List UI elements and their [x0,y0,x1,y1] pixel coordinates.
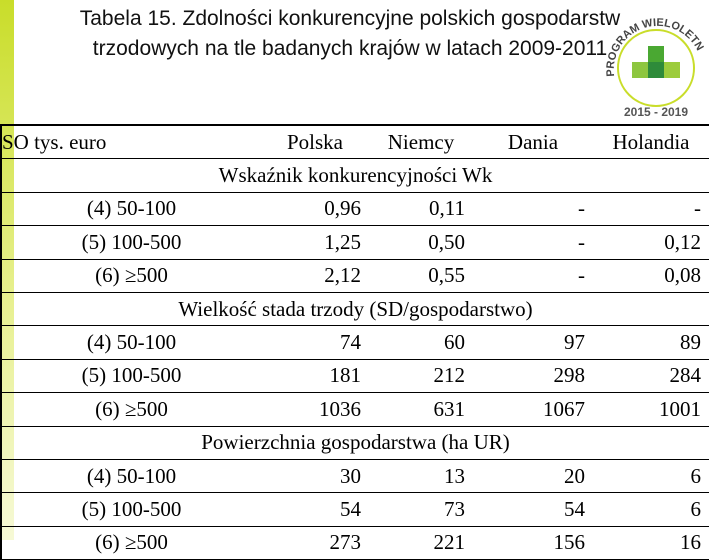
cell-value: 631 [433,396,465,421]
cell-value: 73 [444,496,465,521]
cell-value: 0,12 [664,229,701,254]
cell-value: 89 [680,330,701,355]
table-row [1,192,709,225]
row-label: (6) ≥500 [95,396,168,421]
row-label: (6) ≥500 [95,263,168,288]
cell-value: 0,08 [664,263,701,288]
table-row [1,259,709,292]
table-row [1,326,709,359]
competitiveness-table [0,124,709,560]
cell-value: 6 [690,496,701,521]
cell-value: - [578,196,585,221]
logo-years: 2015 - 2019 [623,105,689,119]
cell-value: 30 [340,463,361,488]
cell-value: 1,25 [324,229,361,254]
cell-value: 6 [690,463,701,488]
cell-value: 20 [564,463,585,488]
logo-top-text: PROGRAM WIELOLETN [604,16,706,77]
cell-value: - [578,263,585,288]
row-label: (4) 50-100 [86,330,177,355]
section-title: Powierzchnia gospodarstwa (ha UR) [201,430,510,455]
cell-value: 284 [669,363,701,388]
cell-value: 156 [553,530,585,555]
section-title: Wskaźnik konkurencyjności Wk [218,163,493,188]
cell-value: 212 [433,363,465,388]
cell-value: 1067 [543,396,585,421]
cell-value: 54 [340,496,361,521]
row-label: (5) 100-500 [81,229,182,254]
header-label: SO tys. euro [2,129,107,154]
cell-value: 16 [680,530,701,555]
table-row [1,226,709,259]
section-title-row [1,426,709,459]
cell-value: 74 [340,330,361,355]
table-row [1,493,709,526]
table-header-row [1,125,709,159]
cell-value: 97 [564,330,585,355]
row-label: (4) 50-100 [86,463,177,488]
table-row [1,359,709,392]
cell-value: 1036 [319,396,361,421]
cell-value: 0,11 [429,196,465,221]
section-title-row [1,292,709,325]
cell-value: 1001 [659,396,701,421]
cell-value: 2,12 [324,263,361,288]
table-row [1,459,709,492]
table-row [1,526,709,559]
cell-value: 0,96 [324,196,361,221]
table-row [1,393,709,426]
cell-value: 13 [444,463,465,488]
slide-title: Tabela 15. Zdolności konkurencyjne polskich gospodarstw trzodowych na tle badanych krajów w latach 2009-2011 [79,7,621,60]
cell-value: 0,55 [428,263,465,288]
cell-value: - [578,229,585,254]
row-label: (5) 100-500 [81,363,182,388]
column-header: Polska [286,129,343,154]
section-title: Wielkość stada trzody (SD/gospodarstwo) [178,296,533,321]
cell-value: 54 [564,496,585,521]
cell-value: 0,50 [428,229,465,254]
column-header: Holandia [612,129,690,154]
row-label: (4) 50-100 [86,196,177,221]
section-title-row [1,159,709,192]
row-label: (5) 100-500 [81,496,182,521]
column-header: Dania [507,129,559,154]
cell-value: 273 [329,530,361,555]
row-label: (6) ≥500 [95,530,168,555]
cell-value: 60 [444,330,465,355]
program-logo [596,6,716,124]
cell-value: 181 [329,363,361,388]
cell-value: - [694,196,701,221]
cell-value: 221 [433,530,465,555]
cell-value: 298 [553,363,585,388]
column-header: Niemcy [387,129,455,154]
